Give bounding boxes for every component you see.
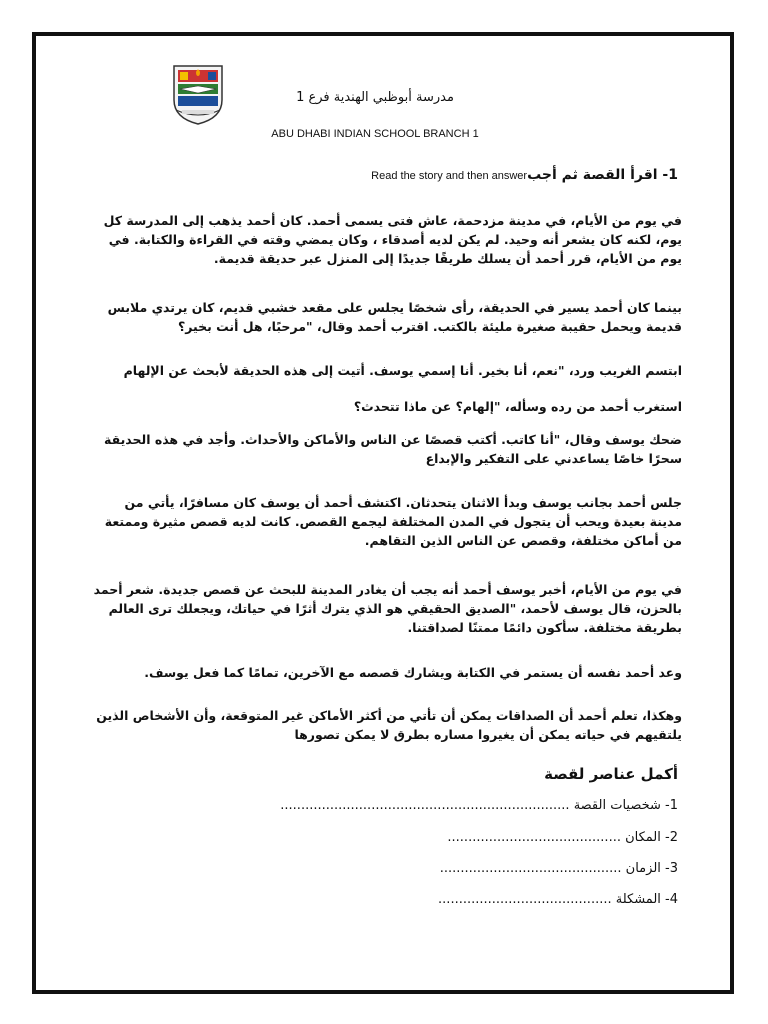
answer-label: 2- المكان [625,830,678,845]
answer-label: 1- شخصيات القصة [573,798,678,813]
question-heading [371,167,678,183]
story-paragraph: بينما كان أحمد يسير في الحديقة، رأى شخصًا يجلس على مقعد خشبي قديم، كان يرتدي ملابس قديمة ويحمل حقيبة صغيرة مليئة بالكتب. اقترب أحمد وقال، "مرحبًا، هل أنت بخير؟ [107,300,682,334]
story-paragraph: وهكذا، تعلم أحمد أن الصداقات يمكن أن تأتي من أكثر الأماكن غير المتوقعة، وأن الأشخاص الذين يلتقيهم في حياته يمكن أن يغيروا مساره بطرق لا يمكن تصورها [96,708,682,742]
story-paragraph: وعد أحمد نفسه أن يستمر في الكتابة ويشارك قصصه مع الآخرين، تمامًا كما فعل يوسف. [144,665,682,680]
answer-label: 3- الزمان [625,861,678,876]
story-paragraph: ضحك يوسف وقال، "أنا كاتب. أكتب قصصًا عن الناس والأماكن والأحداث. وأجد في هذه الحديقة سحرًا خاصًا يساعدني على التفكير والإبداع [104,432,682,466]
school-name-arabic: مدرسة أبوظبي الهندية فرع 1 [296,90,454,105]
story-paragraph: في يوم من الأيام، في مدينة مزدحمة، عاش فتى يسمى أحمد. كان أحمد يذهب إلى المدرسة كل يوم، لكنه كان يشعر أنه وحيد. لم يكن لديه أصدقاء ، وكان يمضي وقته في القراءة والكتابة. في يوم من الأيام، قرر أحمد أن يسلك طريقًا جديدًا إلى المنزل عبر حديقة قديمة. [103,213,682,266]
school-logo [170,64,226,126]
answer-blank: .......................................... [447,830,621,845]
answer-item-characters [280,798,678,813]
answer-blank: ...................................................................... [280,798,570,813]
story-paragraph: استغرب أحمد من رده وسأله، "إلهام؟ عن ماذا تتحدث؟ [353,399,682,414]
answer-label: 4- المشكلة [615,892,678,907]
question-title-english: Read the story and then answer [371,170,528,182]
answer-blank: .......................................... [438,892,612,907]
answer-item-time [440,861,678,876]
exercise-title: أكمل عناصر لقصة [544,765,678,783]
story-paragraph: في يوم من الأيام، أخبر يوسف أحمد أنه يجب أن يغادر المدينة للبحث عن قصص جديدة. شعر أحمد بالحزن، قال يوسف لأحمد، "الصديق الحقيقي هو الذي يترك أثرًا في حياتك، ويجعلك ترى العالم بطريقة مختلفة. سأكون دائمًا ممتنًا لصداقتنا. [93,582,682,635]
answer-item-problem [438,892,678,907]
story-paragraph: جلس أحمد بجانب يوسف وبدأ الاثنان يتحدثان. اكتشف أحمد أن يوسف كان مسافرًا، يأتي من مدينة بعيدة ويحب أن يتجول في المدن المختلفة ليجمع القصص. كانت لديه قصص مثيرة وممتعة من أماكن مختلفة، وقصص عن الناس الذين التقاهم. [104,495,682,548]
story-paragraph: ابتسم الغريب ورد، "نعم، أنا بخير. أنا إسمي يوسف. أتيت إلى هذه الحديقة لأبحث عن الإلهام [123,363,682,378]
answer-item-place [447,830,678,845]
answer-blank: ............................................ [439,861,622,876]
school-name-english: ABU DHABI INDIAN SCHOOL BRANCH 1 [271,128,479,140]
question-title-arabic: 1- اقرأ القصة ثم أجب [527,167,678,183]
